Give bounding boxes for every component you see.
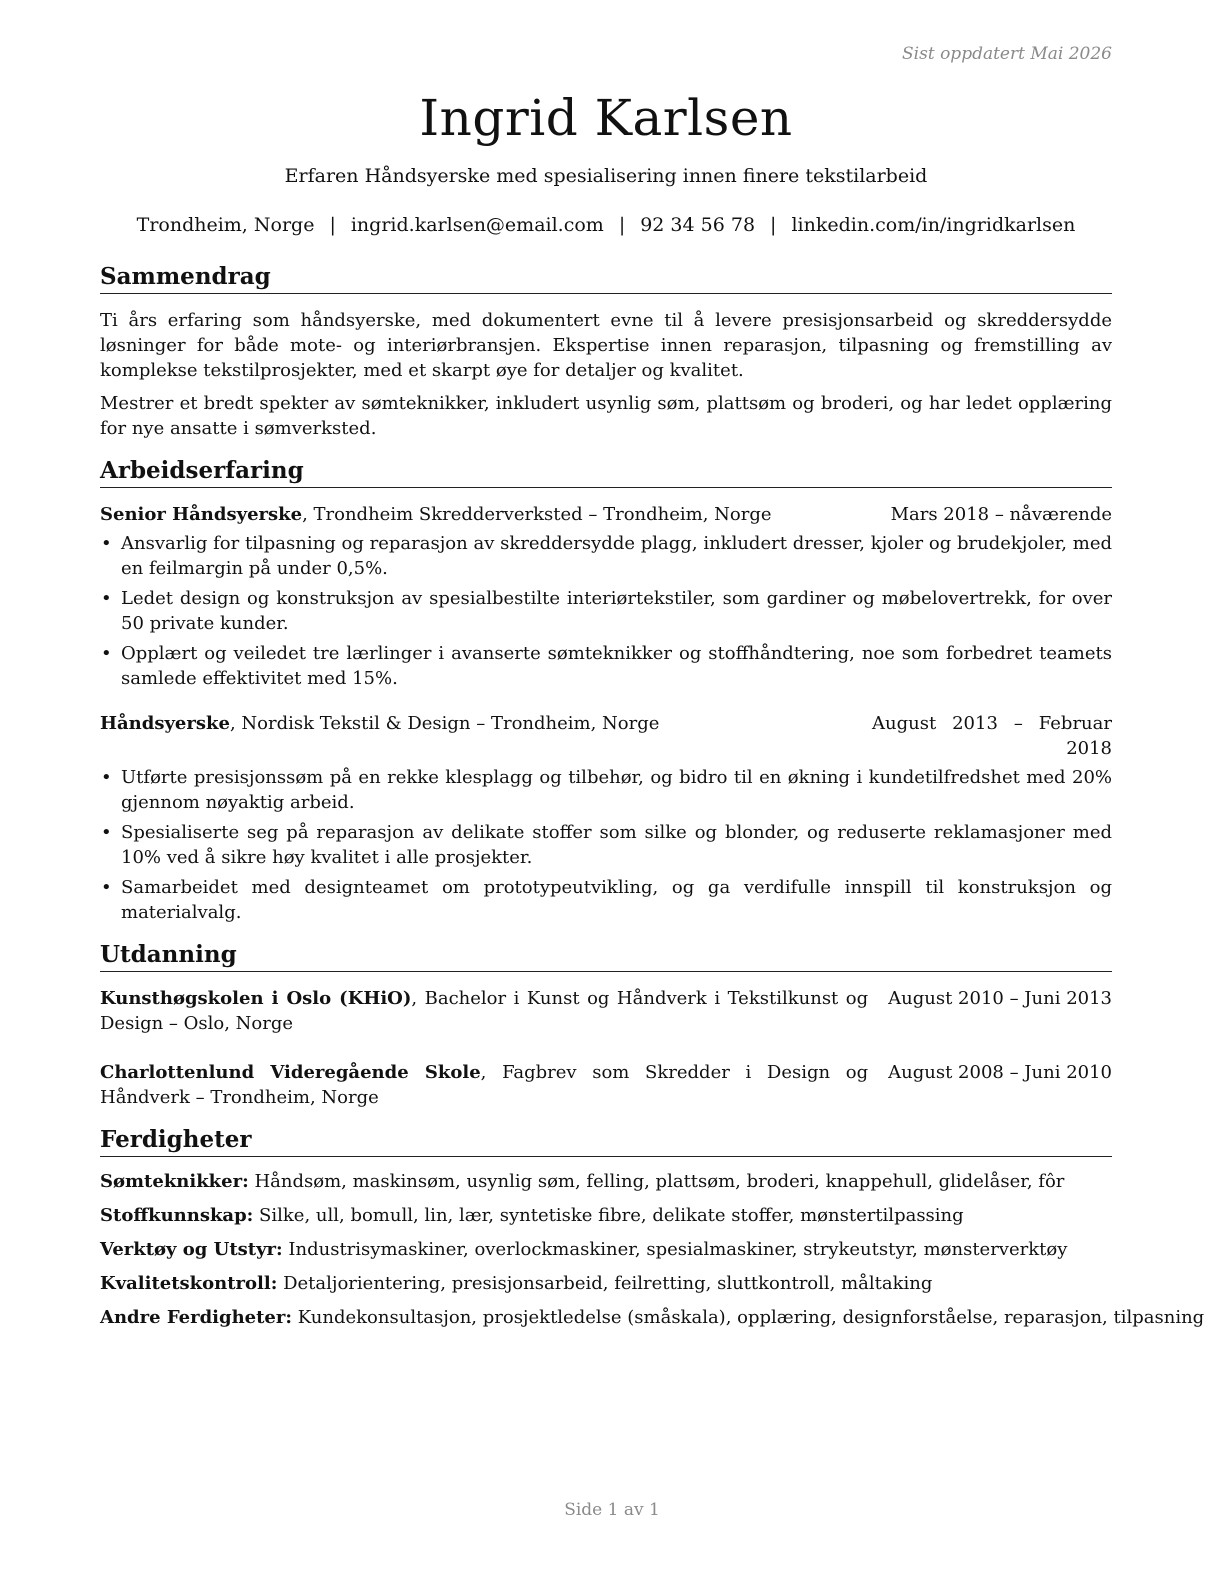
skill-row bbox=[100, 1237, 1112, 1262]
summary-paragraph: Mestrer et bredt spekter av sømteknikker, inkludert usynlig søm, plattsøm og broderi, og har ledet opplæring for nye ansatte i sømverksted. bbox=[100, 393, 1112, 439]
contact-phone: 92 34 56 78 bbox=[640, 214, 756, 236]
candidate-name: Ingrid Karlsen bbox=[419, 89, 793, 147]
education-dates: August 2008 – Juni 2010 bbox=[888, 1062, 1112, 1083]
job-organization: , Nordisk Tekstil & Design – Trondheim, Norge bbox=[229, 713, 660, 734]
job-bullet: • Ansvarlig for tilpasning og reparasjon av skreddersydde plagg, inkludert dresser, kjoler og brudekjoler, med en feilmargin på under 0,5%. bbox=[100, 531, 1112, 581]
job-entry bbox=[100, 502, 1112, 691]
summary-section bbox=[100, 262, 1112, 441]
education-entry bbox=[100, 1060, 1112, 1110]
job-dates: August 2013 – Februar 2018 bbox=[872, 713, 1112, 759]
skill-row bbox=[100, 1305, 1205, 1330]
skill-row bbox=[100, 1203, 1112, 1228]
job-bullet: • Ledet design og konstruksjon av spesialbestilte interiørtekstiler, som gardiner og møbelovertrekk, for over 50 private kunder. bbox=[100, 586, 1112, 636]
education-section bbox=[100, 940, 1112, 1110]
contact-email[interactable]: ingrid.karlsen@email.com bbox=[350, 214, 604, 236]
job-bullets bbox=[100, 765, 1112, 925]
education-dates: August 2010 – Juni 2013 bbox=[888, 988, 1112, 1009]
contact-line bbox=[100, 214, 1112, 236]
job-dates: Mars 2018 – nåværende bbox=[890, 504, 1112, 525]
skills-heading: Ferdigheter bbox=[100, 1125, 1112, 1157]
job-role: Håndsyerske bbox=[100, 713, 230, 734]
education-school: Charlottenlund Videregående Skole bbox=[100, 1062, 481, 1083]
job-bullet: • Opplært og veiledet tre lærlinger i avanserte sømteknikker og stoffhåndtering, noe som forbedret teamets samlede effektivitet med 15%. bbox=[100, 641, 1112, 691]
education-school: Kunsthøgskolen i Oslo (KHiO) bbox=[100, 988, 412, 1009]
summary-paragraph: Ti års erfaring som håndsyerske, med dokumentert evne til å levere presisjonsarbeid og skreddersydde løsninger for både mote- og interiørbransjen. Ekspertise innen reparasjon, tilpasning og fremstilling av komplekse tekstilprosjekter, med et skarpt øye for detaljer og kvalitet. bbox=[100, 310, 1112, 381]
job-header bbox=[100, 502, 1112, 527]
experience-section bbox=[100, 456, 1112, 925]
contact-separator: | bbox=[329, 214, 336, 236]
skill-value: Detaljorientering, presisjonsarbeid, feilretting, sluttkontroll, måltaking bbox=[277, 1273, 933, 1294]
experience-heading: Arbeidserfaring bbox=[100, 456, 1112, 488]
contact-separator: | bbox=[770, 214, 777, 236]
skills-section bbox=[100, 1125, 1205, 1330]
job-header bbox=[100, 711, 1112, 761]
skill-label: Sømteknikker: bbox=[100, 1171, 249, 1192]
skill-row bbox=[100, 1271, 1112, 1296]
education-entry bbox=[100, 986, 1112, 1036]
job-role: Senior Håndsyerske bbox=[100, 504, 303, 525]
job-bullets bbox=[100, 531, 1112, 691]
job-organization: , Trondheim Skredderverksted – Trondheim, Norge bbox=[302, 504, 772, 525]
education-detail: , Fagbrev som Skredder i Design og Håndverk – Trondheim, Norge bbox=[100, 1062, 869, 1108]
job-bullet: • Samarbeidet med designteamet om prototypeutvikling, og ga verdifulle innspill til konstruksjon og materialvalg. bbox=[100, 875, 1112, 925]
contact-linkedin[interactable]: linkedin.com/in/ingridkarlsen bbox=[791, 214, 1076, 236]
skill-label: Andre Ferdigheter: bbox=[100, 1307, 293, 1328]
education-heading: Utdanning bbox=[100, 940, 1112, 972]
skill-value: Industrisymaskiner, overlockmaskiner, spesialmaskiner, strykeutstyr, mønsterverktøy bbox=[282, 1239, 1068, 1260]
job-bullet: • Utførte presisjonssøm på en rekke klesplagg og tilbehør, og bidro til en økning i kundetilfredshet med 20% gjennom nøyaktig arbeid. bbox=[100, 765, 1112, 815]
skill-label: Kvalitetskontroll: bbox=[100, 1273, 278, 1294]
education-detail: , Bachelor i Kunst og Håndverk i Tekstilkunst og Design – Oslo, Norge bbox=[100, 988, 869, 1034]
contact-location: Trondheim, Norge bbox=[136, 214, 315, 236]
headline: Erfaren Håndsyerske med spesialisering innen finere tekstilarbeid bbox=[284, 165, 928, 187]
skills-list bbox=[100, 1169, 1205, 1330]
job-entry bbox=[100, 711, 1112, 925]
skill-value: Kundekonsultasjon, prosjektledelse (småskala), opplæring, designforståelse, reparasjon, tilpasning bbox=[292, 1307, 1205, 1328]
summary-heading: Sammendrag bbox=[100, 262, 1112, 294]
job-bullet: • Spesialiserte seg på reparasjon av delikate stoffer som silke og blonder, og reduserte reklamasjoner med 10% ved å sikre høy kvalitet i alle prosjekter. bbox=[100, 820, 1112, 870]
skill-value: Silke, ull, bomull, lin, lær, syntetiske fibre, delikate stoffer, mønstertilpassing bbox=[253, 1205, 964, 1226]
last-updated-note: Sist oppdatert Mai 2026 bbox=[902, 44, 1112, 64]
skill-label: Verktøy og Utstyr: bbox=[100, 1239, 283, 1260]
skill-label: Stoffkunnskap: bbox=[100, 1205, 254, 1226]
page-number: Side 1 av 1 bbox=[564, 1500, 660, 1520]
skill-value: Håndsøm, maskinsøm, usynlig søm, felling, plattsøm, broderi, knappehull, glidelåser, fôr bbox=[248, 1171, 1065, 1192]
contact-separator: | bbox=[618, 214, 626, 236]
skill-row bbox=[100, 1169, 1112, 1194]
